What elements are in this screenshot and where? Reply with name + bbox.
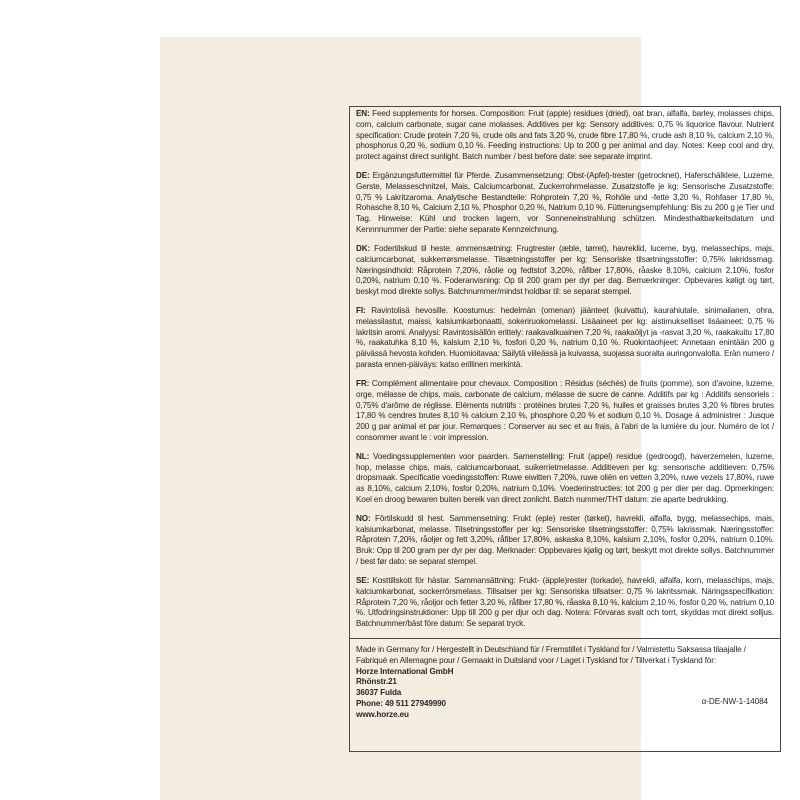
- company-name: Horze International GmbH: [356, 666, 454, 676]
- divider: [350, 638, 780, 639]
- language-code: NO:: [356, 513, 371, 523]
- section-text: Voedingssupplementen voor paarden. Samenstelling: Fruit (appel) residue (gedroogd), haverzemelen, luzerne, hop, melasse chips, mais, calciumcarbonaat, suikerrietmelasse. Additieven per kg: sensorische additieven: 0,75% dropsmaak. Specificatie voedingsstoffen: Ruwe eiwitten 7,20%, ruwe oliën en vetten 3,20%, ruwe vezels 17,80%, ruwe as 8,10%, calcium 2,10%, fosfor 0,20%, natrium 0,10%. Voederinstructies: tot 200 g per dier per dag. Opmerkingen: Koel en droog bewaren buiten bereik van direct zonlicht. Batch nummer/THT datum: zie aparte bedrukking.: [356, 451, 774, 504]
- street-address: Rhönstr.21: [356, 677, 397, 687]
- section-se: [356, 576, 774, 630]
- language-code: NL:: [356, 451, 370, 461]
- language-code: FI:: [356, 306, 366, 316]
- section-dk: [356, 244, 774, 298]
- section-text: Ravintolisä hevosille. Koostumus: hedelmän (omenan) jäänteet (kuivattu), kaurahiutale, sinimailanen, ohra, melassilastut, maissi, kalsiumkarbonaatti, sokeriruokomelassi. Lisäaineet per kg: aistimukselliset lisäaineet: 0,75 % lakritsin aromi. Analyysi: Ravintosisällön erittely: raakavalkuainen 7,20 %, raakaöljyt ja -rasvat 3,20 %, raakakuitu 17,80 %, raakatuhka 8,10 %, kalsium 2,10 %, fosfori 0,20 %, natrium 0,10 %. Ruokintaohjeet: Annetaan enintään 200 g päivässä hevosta kohden. Huomioitavaa: Säilytä viileässä ja kuivassa, suojassa suoralta auringonvalolta. Erän numero / parasta ennen-päiväys: katso erillinen merkintä.: [356, 306, 774, 370]
- section-fi: [356, 306, 774, 371]
- section-text: Ergänzungsfuttermittel für Pferde. Zusammensetzung: Obst-(Apfel)-trester (getrocknet), Haferschälkleie, Luzerne, Gerste, Melasseschnitzel, Mais, Calciumcarbonat, Zuckerrohrmelasse. Zusatzstoffe je kg: Sensorische Zusatzstoffe: 0,75 % Lakritzaroma. Analytische Bestandteile: Rohprotein 7,20 %, Rohöle und -fette 3,20 %, Rohfaser 17,80 %, Rohasche 8,10 %, Calcium 2,10 %, Phosphor 0,20 %, Natrium 0,10 %. Fütterungsempfehlung: Bis zu 200 g je Tier und Tag. Hinweise: Kühl und trocken lagern, vor Sonneneinstrahlung schützen. Mindesthaltbarkeitsdatum und Kennnnummer der Partie: siehe separate Kennzeichnung.: [356, 171, 774, 235]
- language-code: DE:: [356, 171, 370, 181]
- section-text: Kosttillskott för hästar. Sammansättning: Frukt- (äpple)rester (torkade), havrekli, alfalfa, korn, melasschips, majs, kalciumkarbonat, sockerrörsmelass. Tillsatser per kg: Sensoriska tillsatser: 0,75 % lakritssmak. Näringsspecifikation: Råprotein 7,20 %, råoljor och fetter 3,20 %, råfiber 17,80 %, råaska 8,10 %, kalcium 2,10 %, fosfor 0,20 %, natrium 0,10 %. Utfodringsinstruktioner: Upp till 200 g per djur och dag. Notera: Förvaras svalt och torrt, skyddas mot direkt solljus. Batchnummer/bäst före datum: Se separat tryck.: [356, 575, 775, 629]
- section-text: Complément alimentaire pour chevaux. Composition : Résidus (séchés) de fruits (pomme), son d'avoine, luzerne, orge, mélasse de chips, mais, carbonate de calcium, mélasse de sucre de canne. Additifs par kg : Additifs sensoriels : 0,75% d'arôme de réglisse. Eléments nutritifs : protéines brutes 7,20 %, huiles et graisses brutes 3,20 % fibres brutes 17,80 % cendres brutes 8,10 % calcium 2,10 %, phosphore 0,20 % et sodium 0,10 %. Dosage à administrer : Jusque 200 g par animal et par jour. Remarques : Conserver au sec et au frais, à l'abri de la lumière du jour. Numéro de lot / consommer avant le : voir impression.: [356, 378, 774, 442]
- label-text-panel: [349, 106, 781, 752]
- section-de: [356, 171, 774, 236]
- section-text: Fodertilskud til heste. ammensætning: Frugtrester (æble, tørret), havreklid, lucerne, byg, melassechips, majs, calciumcarbonat, sukkerrørsmelasse. Tilsætningsstoffer per kg: Sensoriske tilsætningsstoffer: 0,75% lakridssmag. Næringsindhold: Råprotein 7,20%, råolie og fedtstof 3,20%, råfiber 17,80%, råaske 8,10%, calcium 2,10%, fosfor 0,20%, natrium 0,10 %. Foderanvisning: Op til 200 gram per dyr per dag. Bemærkninger: Opbevares køligt og tørt, beskyt mod direkte sollys. Batchnummer/mindst holdbar til: se separat stempel.: [356, 243, 774, 297]
- city-address: 36037 Fulda: [356, 688, 402, 698]
- made-in-statement: Made in Germany for / Hergestellt in Deutschland für / Fremstillet i Tyskland for / Valmistettu Saksassa tilaajalle / Fabriqué en Allemagne pour / Gemaakt in Duitsland voor / Laget i Tyskland for / Tillverkat i Tyskland för:: [356, 644, 746, 665]
- product-label: [160, 37, 775, 800]
- phone-number: Phone: 49 511 27949990: [356, 698, 446, 708]
- section-en: [356, 109, 774, 163]
- section-text: Feed supplements for horses. Composition: Fruit (apple) residues (dried), oat bran, alfalfa, barley, molasses chips, corn, calcium carbonate, sugar cane molasses. Additives per kg: Sensory additives: 0,75 % liquorice flavour. Nutrient specification: Crude protein 7,20 %, crude oils and fats 3,20 %, crude fibre 17,80 %, crude ash 8,10 %, calcium 2,10 %, phosphorus 0,20 %, sodium 0,10 %. Feeding instructions: Up to 200 g per animal and day. Notes: Keep cool and dry, protect against direct sunlight. Batch number / best before date: see separate imprint.: [356, 109, 774, 162]
- website: www.horze.eu: [356, 709, 409, 719]
- language-code: SE:: [356, 575, 370, 585]
- section-no: [356, 514, 774, 568]
- approval-code: α-DE-NW-1-14084: [701, 697, 768, 706]
- section-text: Fôrtilskudd til hest. Sammensetning: Frukt (eple) rester (tørket), havrekli, alfalfa, bygg, melassechips, mais, kalsiumkarbonat, melasse. Tilsetningsstoffer per kg: Sensoriske tilsetningsstoffer: 0,75% lakrissmak. Næringsstoffer: Råprotein 7,20%, råoljer og fett 3,20%, råfiber 17,80%, askaska 8,10%, kalsium 2,10%, fosfor 0,20%, natrium 0,10%. Bruk: Opp til 200 gram per dyr per dag. Merknader: Oppbevares kjølig og tørt, beskytt mot direkte sollys. Batchnummer / best før dato: se separat stempel.: [356, 513, 775, 567]
- section-nl: [356, 452, 774, 506]
- language-sections: [350, 109, 780, 630]
- language-code: DK:: [356, 243, 371, 253]
- manufacturer-info: [356, 645, 774, 721]
- language-code: FR:: [356, 378, 370, 388]
- language-code: EN:: [356, 109, 370, 118]
- section-fr: [356, 379, 774, 444]
